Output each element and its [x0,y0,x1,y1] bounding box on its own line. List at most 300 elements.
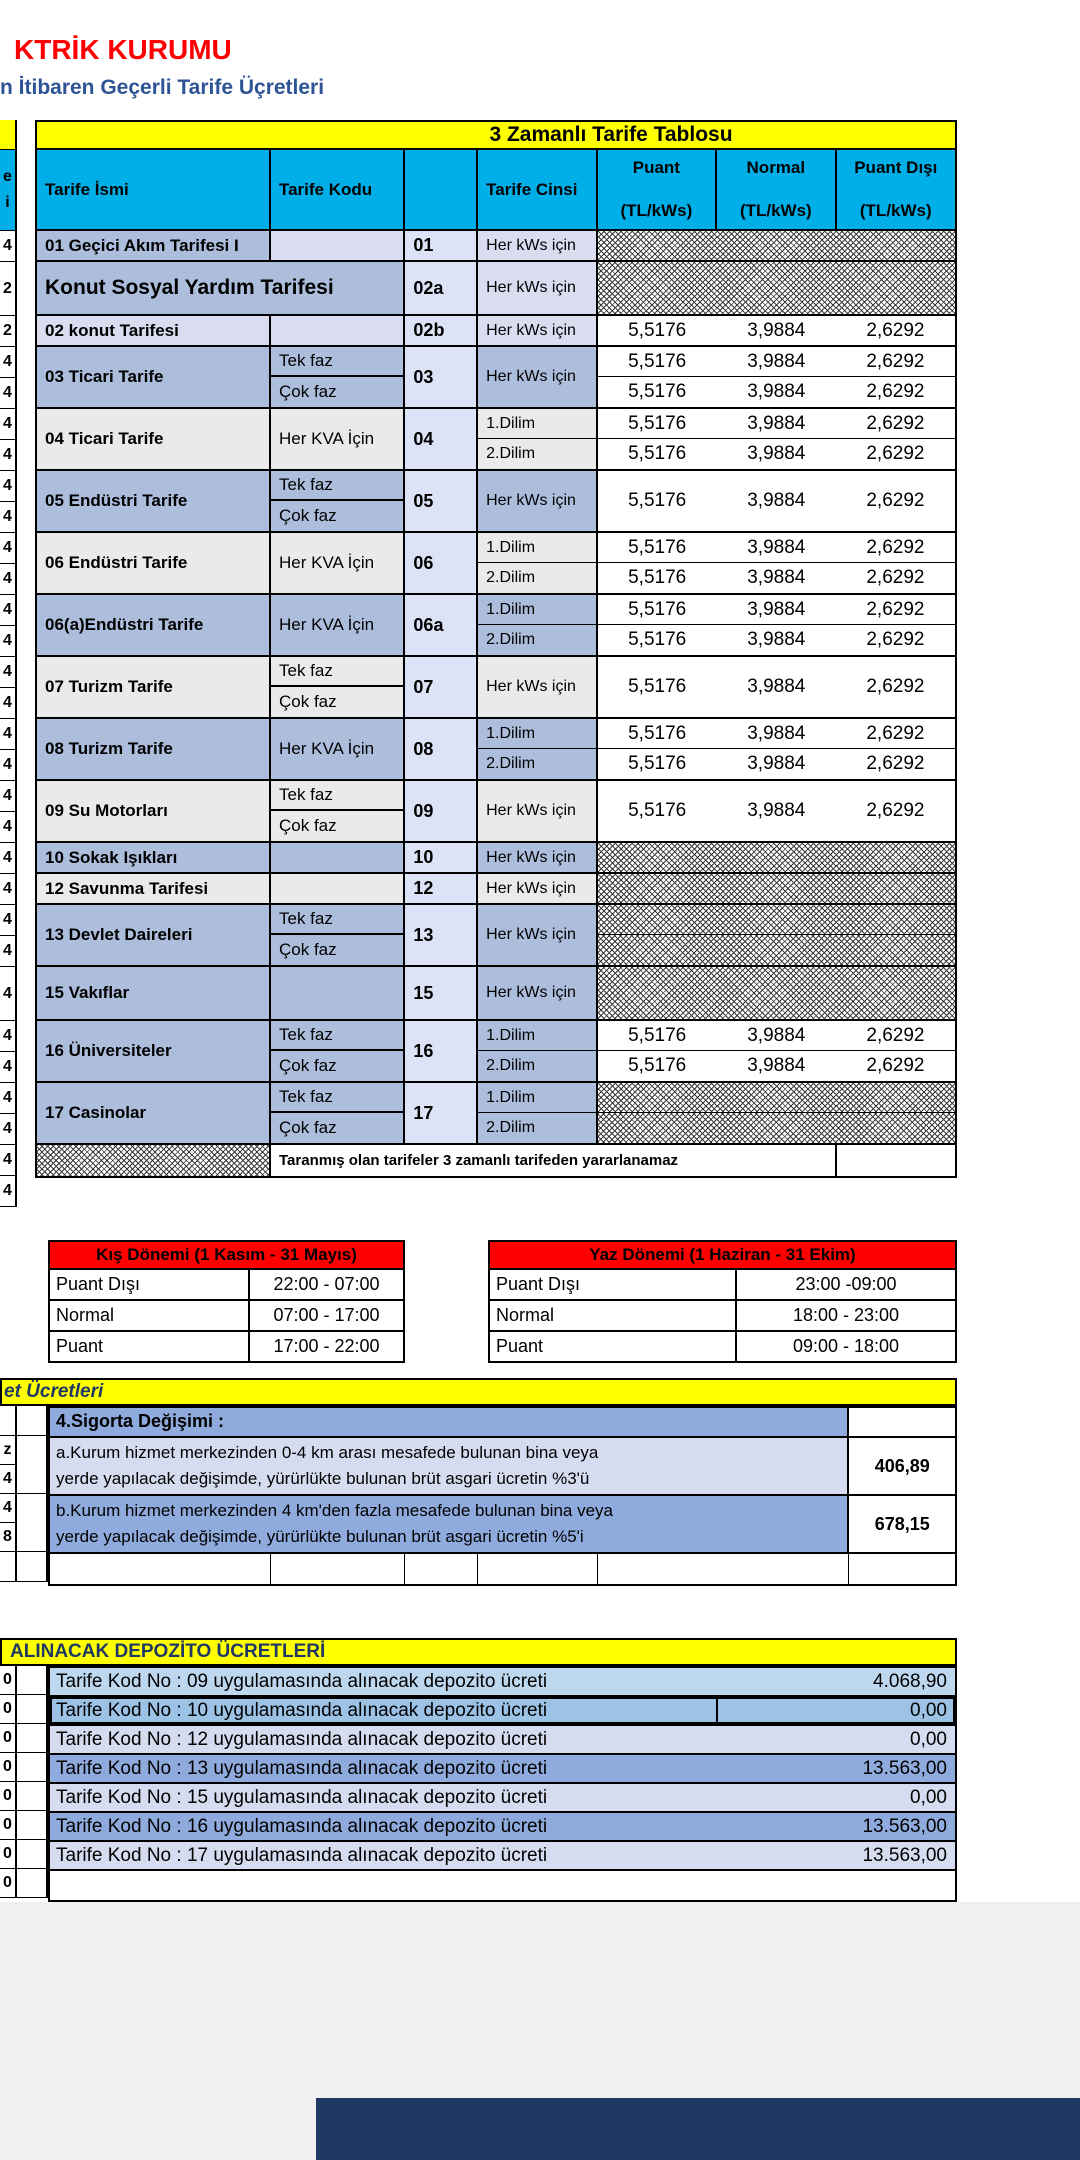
tariff-table [35,120,957,1178]
empty-cell [849,1554,955,1584]
price-area [598,1083,955,1143]
price-cell-puant: 5,5176 [598,657,717,717]
cinsi-cell: Her kWs için [478,347,598,407]
cinsi-cell: 2.Dilim [478,749,595,779]
cinsi-cell: Her kWs için [478,874,598,903]
cut-column-cell: 4 [0,564,17,595]
phase-cell: Her KVA İçin [271,533,405,593]
cut-column-cell: 4 [0,440,17,471]
fee-value-cell: 406,89 [849,1438,955,1494]
summer-period-table [488,1240,957,1363]
price-cell-puant-disi: 2,6292 [836,439,955,469]
code-cell: 16 [405,1021,478,1081]
period-row [48,1270,405,1301]
price-cell-puant: 5,5176 [598,625,717,655]
gap-cell [17,1811,48,1840]
hatched-row [598,262,955,314]
phase-cell [271,316,405,345]
price-cell-normal: 3,9884 [717,625,836,655]
cinsi-cell: Her kWs için [478,905,598,965]
page-subtitle: n İtibaren Geçerli Tarife Üçretleri [0,76,325,99]
header-unit: (TL/kWs) [620,201,693,220]
hatched-cell [836,935,955,965]
period-label-cell: Puant [50,1332,250,1361]
tariff-row-group [37,781,955,843]
deposit-label: Tarife Kod No : 09 uygulamasında alınacak depozito ücreti [56,1670,548,1692]
hatched-cell [836,1083,955,1112]
code-cell: 01 [405,231,478,260]
price-row [598,439,955,469]
empty-cell [50,1554,271,1584]
period-label-cell: Puant [490,1332,737,1361]
code-cell: 07 [405,657,478,717]
price-cell-normal: 3,9884 [717,377,836,407]
price-cell-puant: 5,5176 [598,347,717,376]
tariff-row-group [37,1083,955,1145]
price-cell-puant: 5,5176 [598,1021,717,1050]
cut-left-column [0,1406,17,1582]
deposit-value: 0,00 [910,1728,947,1750]
price-cell-normal: 3,9884 [717,316,836,345]
cut-column-cell: 2 [0,316,17,347]
code-cell: 05 [405,471,478,531]
header-tarife-cinsi: Tarife Cinsi [478,150,598,229]
tariff-row-group [37,533,955,595]
price-cell-puant: 5,5176 [598,316,717,345]
price-cell-normal: 3,9884 [717,781,836,841]
table-header-row [35,150,957,231]
period-label-cell: Puant Dışı [50,1270,250,1299]
hatched-cell [717,935,836,965]
service-fees-section [48,1406,957,1586]
cut-column-cell [0,1552,17,1582]
tariff-row-group [37,1021,955,1083]
tariff-note-cell: Taranmış olan tarifeler 3 zamanlı tarifeden yararlanamaz [271,1145,837,1176]
phase-cell [271,843,405,872]
code-cell: 08 [405,719,478,779]
narrow-gap-column [17,1406,48,1582]
price-cell-puant-disi: 2,6292 [836,533,955,562]
period-header: Yaz Dönemi (1 Haziran - 31 Ekim) [488,1240,957,1270]
deposit-value: 13.563,00 [862,1757,947,1779]
price-cell-puant-disi: 2,6292 [836,563,955,593]
footer-navy-bar [316,2098,1080,2160]
cinsi-cell: Her kWs için [478,471,598,531]
tariff-row-group [37,231,955,262]
tariff-row-group [37,843,955,874]
page-title: KTRİK KURUMU [14,34,232,65]
hatched-row [598,935,955,965]
price-row [598,563,955,593]
price-cell-puant-disi: 2,6292 [836,781,955,841]
deposit-label: Tarife Kod No : 12 uygulamasında alınacak depozito ücreti [56,1728,548,1750]
empty-grid-row [50,1554,955,1584]
phase-cell [271,967,405,1019]
deposits-band [0,1638,957,1666]
price-cell-puant: 5,5176 [598,719,717,748]
code-cell: 06 [405,533,478,593]
fee-text-line: yerde yapılacak değişimde, yürürlükte bulunan brüt asgari ücretin %3'ü [56,1469,590,1488]
cut-column-cell: 4 [0,812,17,843]
deposit-label: Tarife Kod No : 13 uygulamasında alınacak depozito ücreti [56,1757,548,1779]
gap-cell [17,1552,48,1582]
cut-column-cell: 0 [0,1724,17,1753]
empty-cell [837,1145,956,1176]
tariff-name-cell: 16 Üniversiteler [37,1021,271,1081]
cinsi-col [478,1021,597,1081]
hatched-row [598,843,955,872]
tariff-row-group [37,719,955,781]
price-row [598,749,955,779]
gap-cell [17,1724,48,1753]
cinsi-cell: 2.Dilim [478,625,595,655]
phase-cell: Çok faz [271,687,403,717]
hatched-cell [836,967,955,1019]
code-cell: 15 [405,967,478,1019]
cinsi-cell: 2.Dilim [478,563,595,593]
cinsi-col [478,533,597,593]
tariff-row-group [37,347,955,409]
hatched-cell [598,967,717,1019]
hatched-cell [717,1113,836,1143]
tariff-row-group [37,262,955,316]
phase-col [271,781,405,841]
hatched-cell [598,935,717,965]
header-puant [598,150,717,229]
service-fees-header-row [50,1408,955,1438]
cinsi-cell: Her kWs için [478,231,598,260]
cut-left-column [0,120,17,1207]
price-row [598,657,955,717]
cut-column-cell: 4 [0,874,17,905]
period-row [48,1301,405,1332]
price-area [598,533,955,593]
code-cell: 13 [405,905,478,965]
hatched-cell [717,231,836,260]
phase-cell [271,231,405,260]
service-fees-header-cell: 4.Sigorta Değişimi : [50,1408,849,1436]
price-cell-normal: 3,9884 [717,749,836,779]
cut-column-cell: 4 [0,905,17,936]
hatched-cell [836,874,955,903]
service-fees-band [0,1378,957,1406]
tariff-row-group [37,316,955,347]
price-cell-puant: 5,5176 [598,471,717,531]
phase-cell: Tek faz [271,1021,403,1051]
phase-cell: Çok faz [271,1113,403,1143]
header-empty [405,150,478,229]
cut-column-cell: 4 [0,936,17,967]
deposit-row [50,1755,955,1784]
cinsi-cell: 1.Dilim [478,1021,595,1051]
price-area [598,347,955,407]
cut-column-cell: 4 [0,409,17,440]
period-time-cell: 18:00 - 23:00 [792,1305,900,1325]
empty-cell [478,1554,597,1584]
deposit-row [50,1668,955,1697]
cut-column-cell: 4 [0,1494,17,1523]
phase-cell: Tek faz [271,905,403,935]
fee-row [50,1496,955,1554]
cut-column-cell: 4 [0,1083,17,1114]
cut-column-cell: 4 [0,378,17,409]
price-cell-puant: 5,5176 [598,563,717,593]
cut-column-cell: 4 [0,688,17,719]
header-unit: (TL/kWs) [859,201,932,220]
code-cell: 10 [405,843,478,872]
price-cell-puant-disi: 2,6292 [836,1021,955,1050]
gap-cell [17,1436,48,1494]
hatched-cell [836,231,955,260]
period-time-cell: 09:00 - 18:00 [792,1336,900,1356]
deposits-section [48,1666,957,1902]
tariff-name-cell: 10 Sokak Işıkları [37,843,271,872]
price-row [598,347,955,377]
tariff-row-group [37,905,955,967]
cinsi-cell: 2.Dilim [478,1113,595,1143]
deposit-label: Tarife Kod No : 16 uygulamasında alınacak depozito ücreti [56,1815,548,1837]
price-cell-puant-disi: 2,6292 [836,409,955,438]
hatched-cell [598,874,717,903]
deposit-label: Tarife Kod No : 15 uygulamasında alınacak depozito ücreti [56,1786,548,1808]
cut-column-cell: 4 [0,533,17,564]
hatched-row [598,1113,955,1143]
hatched-cell [37,1145,271,1176]
gap-cell [17,1840,48,1869]
price-cell-puant: 5,5176 [598,409,717,438]
price-cell-puant: 5,5176 [598,1051,717,1081]
phase-cell: Tek faz [271,781,403,811]
header-puant-label: Puant [632,158,680,177]
price-cell-normal: 3,9884 [717,347,836,376]
price-cell-normal: 3,9884 [717,1021,836,1050]
price-cell-puant: 5,5176 [598,781,717,841]
price-area [598,874,955,903]
period-time-cell: 17:00 - 22:00 [273,1336,380,1356]
band-title-text: 3 Zamanlı Tarife Tablosu [489,123,733,146]
price-cell-normal: 3,9884 [717,657,836,717]
phase-cell: Her KVA İçin [271,595,405,655]
cinsi-cell: 1.Dilim [478,409,595,439]
cut-column-cell: 4 [0,626,17,657]
phase-cell: Çok faz [271,935,403,965]
price-row [598,719,955,749]
period-label-cell: Normal [50,1301,250,1330]
cut-column-cell: 4 [0,1145,17,1176]
phase-col [271,905,405,965]
code-cell: 09 [405,781,478,841]
gap-cell [17,1406,48,1436]
price-cell-normal: 3,9884 [717,533,836,562]
period-label-cell: Puant Dışı [490,1270,737,1299]
hatched-cell [717,1083,836,1112]
deposit-row [50,1697,955,1726]
deposit-row [50,1842,955,1871]
cut-column-cell: 0 [0,1666,17,1695]
hatched-cell [717,843,836,872]
cut-column-cell: 4 [0,1465,17,1494]
deposit-value: 13.563,00 [862,1815,947,1837]
tariff-name-cell: 12 Savunma Tarifesi [37,874,271,903]
hatched-cell [836,1113,955,1143]
price-row [598,1051,955,1081]
code-cell: 03 [405,347,478,407]
price-area [598,781,955,841]
phase-col [271,1083,405,1143]
hatched-cell [836,843,955,872]
price-row [598,471,955,531]
tariff-row-group [37,657,955,719]
price-area [598,1021,955,1081]
hatched-row [598,967,955,1019]
cut-column-cell [0,150,17,231]
phase-col [271,471,405,531]
phase-cell: Her KVA İçin [271,719,405,779]
tariff-name-cell: 06 Endüstri Tarife [37,533,271,593]
price-area [598,905,955,965]
tariff-name-cell: 15 Vakıflar [37,967,271,1019]
deposit-row [50,1784,955,1813]
cut-column-text: i [5,194,10,211]
cut-column-cell: 4 [0,471,17,502]
phase-cell: Tek faz [271,657,403,687]
deposit-label: Tarife Kod No : 10 uygulamasında alınacak depozito ücreti [50,1697,718,1724]
phase-cell: Çok faz [271,811,403,841]
tariff-row-group [37,874,955,905]
gap-cell [17,1753,48,1782]
cut-column-cell: 0 [0,1753,17,1782]
cut-column-cell: 0 [0,1782,17,1811]
phase-cell: Tek faz [271,1083,403,1113]
tariff-name-cell: 04 Ticari Tarife [37,409,271,469]
tariff-row-group [37,471,955,533]
deposit-value: 0,00 [910,1786,947,1808]
tariff-row-group [37,967,955,1021]
phase-cell [271,874,405,903]
cut-column-cell [0,120,17,150]
cinsi-cell: 2.Dilim [478,1051,595,1081]
code-cell: 06a [405,595,478,655]
cinsi-cell: Her kWs için [478,262,598,314]
price-row [598,533,955,563]
cut-column-cell: 4 [0,231,17,262]
tariff-name-cell: 06(a)Endüstri Tarife [37,595,271,655]
tariff-name-cell: 17 Casinolar [37,1083,271,1143]
cut-column-cell: 4 [0,1114,17,1145]
hatched-row [598,874,955,903]
deposit-value: 0,00 [910,1699,947,1721]
tariff-name-cell: 08 Turizm Tarife [37,719,271,779]
price-row [598,316,955,345]
fee-value-cell: 678,15 [849,1496,955,1552]
period-header: Kış Dönemi (1 Kasım - 31 Mayıs) [48,1240,405,1270]
price-area [598,843,955,872]
price-cell-puant-disi: 2,6292 [836,316,955,345]
hatched-cell [598,231,717,260]
period-label-cell: Normal [490,1301,737,1330]
fee-text-line: yerde yapılacak değişimde, yürürlükte bulunan brüt asgari ücretin %5'i [56,1527,584,1546]
cut-column-cell: 4 [0,1052,17,1083]
cut-column-cell: 4 [0,843,17,874]
price-row [598,595,955,625]
price-cell-puant: 5,5176 [598,377,717,407]
cut-column-cell: 0 [0,1811,17,1840]
cut-column-cell: 4 [0,1176,17,1207]
tariff-note-row [37,1145,955,1176]
cinsi-cell: 2.Dilim [478,439,595,469]
price-cell-puant: 5,5176 [598,439,717,469]
header-normal [717,150,836,229]
cinsi-col [478,595,597,655]
price-cell-normal: 3,9884 [717,471,836,531]
code-cell: 12 [405,874,478,903]
price-cell-puant: 5,5176 [598,533,717,562]
tariff-name-cell: 02 konut Tarifesi [37,316,271,345]
hatched-cell [717,967,836,1019]
tariff-name-cell: 13 Devlet Daireleri [37,905,271,965]
empty-row [50,1871,955,1900]
empty-cell [271,1554,405,1584]
winter-period-table [48,1240,405,1363]
price-cell-puant-disi: 2,6292 [836,347,955,376]
price-area [598,719,955,779]
price-cell-puant-disi: 2,6292 [836,657,955,717]
fee-row [50,1438,955,1496]
period-row [48,1332,405,1363]
cinsi-cell: 1.Dilim [478,533,595,563]
price-area [598,471,955,531]
gap-cell [17,1869,48,1898]
price-cell-normal: 3,9884 [717,563,836,593]
phase-cell: Her KVA İçin [271,409,405,469]
price-area [598,595,955,655]
cut-column-cell: 4 [0,347,17,378]
tariff-name-cell: 03 Ticari Tarife [37,347,271,407]
period-row [488,1332,957,1363]
period-time-cell: 23:00 -09:00 [795,1274,897,1294]
cut-column-cell: 4 [0,502,17,533]
price-area [598,409,955,469]
period-time-cell: 07:00 - 17:00 [273,1305,380,1325]
tariff-name-cell: Konut Sosyal Yardım Tarifesi [37,262,405,314]
tariff-name-cell: 05 Endüstri Tarife [37,471,271,531]
cinsi-cell: 1.Dilim [478,595,595,625]
fee-text-cell [50,1438,849,1494]
table-band-title [35,120,957,150]
price-cell-puant-disi: 2,6292 [836,595,955,624]
header-tarife-kodu: Tarife Kodu [271,150,405,229]
price-cell-normal: 3,9884 [717,719,836,748]
price-row [598,377,955,407]
period-row [488,1270,957,1301]
gap-cell [17,1494,48,1552]
deposits-band-text: ALINACAK DEPOZİTO ÜCRETLERİ [10,1641,326,1662]
price-cell-puant-disi: 2,6292 [836,1051,955,1081]
hatched-row [598,905,955,935]
price-row [598,409,955,439]
cut-column-cell: 4 [0,719,17,750]
price-cell-puant-disi: 2,6292 [836,749,955,779]
phase-cell: Tek faz [271,347,403,377]
price-cell-normal: 3,9884 [717,1051,836,1081]
hatched-cell [717,905,836,934]
price-cell-normal: 3,9884 [717,409,836,438]
phase-col [271,1021,405,1081]
deposit-row [50,1726,955,1755]
code-cell: 02a [405,262,478,314]
hatched-cell [598,843,717,872]
gap-cell [17,1782,48,1811]
